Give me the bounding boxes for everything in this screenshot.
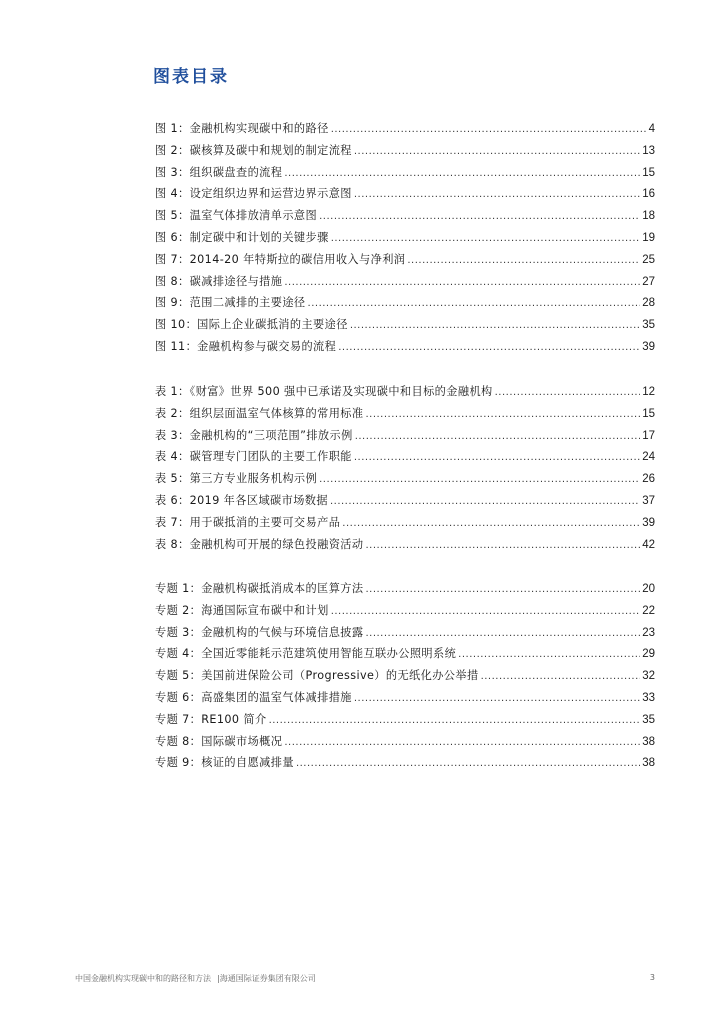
dot-leader xyxy=(296,753,640,775)
table-entry-label: 表 8：金融机构可开展的绿色投融资活动 xyxy=(155,537,364,551)
table-entry-page-number: 12 xyxy=(642,386,655,398)
figure-entry[interactable] xyxy=(155,118,655,140)
figure-entry-label: 图 6：制定碳中和计划的关键步骤 xyxy=(155,230,329,244)
dot-leader xyxy=(407,250,640,272)
dot-leader xyxy=(354,184,640,206)
dot-leader xyxy=(308,293,641,315)
dot-leader xyxy=(319,206,640,228)
topic-entry-page-number: 38 xyxy=(642,757,655,770)
dot-leader xyxy=(331,119,647,141)
table-entry[interactable] xyxy=(155,425,655,447)
figure-entry[interactable] xyxy=(155,314,655,336)
figure-entry-page-number: 35 xyxy=(642,319,655,332)
figure-entry-label: 图 1：金融机构实现碳中和的路径 xyxy=(155,122,329,135)
figure-entry-label: 图 9：范围二减排的主要途径 xyxy=(155,296,306,310)
table-entry-label: 表 6：2019 年各区域碳市场数据 xyxy=(155,493,328,507)
table-entry-page-number: 39 xyxy=(642,516,655,529)
topic-list xyxy=(155,578,655,774)
figure-entry-page-number: 25 xyxy=(642,253,655,266)
topic-entry[interactable] xyxy=(155,600,655,622)
table-entry-label: 表 2：组织层面温室气体核算的常用标准 xyxy=(155,406,364,420)
figure-entry[interactable] xyxy=(155,183,655,205)
topic-entry[interactable] xyxy=(155,752,655,774)
table-entry[interactable] xyxy=(155,446,655,468)
figure-entry[interactable] xyxy=(155,271,655,293)
page-footer xyxy=(75,973,655,984)
figure-entry-page-number: 16 xyxy=(642,188,655,201)
table-list xyxy=(155,381,655,555)
figure-entry-page-number: 4 xyxy=(648,123,655,135)
figure-entry-label: 图 2：碳核算及碳中和规划的制定流程 xyxy=(155,143,352,157)
topic-entry-page-number: 29 xyxy=(642,648,655,661)
dot-leader xyxy=(331,601,641,623)
topic-entry-label: 专题 4：全国近零能耗示范建筑使用智能互联办公照明系统 xyxy=(155,647,457,661)
dot-leader xyxy=(354,447,640,469)
figure-entry[interactable] xyxy=(155,162,655,184)
figure-entry-page-number: 15 xyxy=(642,166,655,179)
figure-entry-label: 图 8：碳减排途径与措施 xyxy=(155,274,283,288)
figure-entry[interactable] xyxy=(155,205,655,227)
dot-leader xyxy=(354,141,640,163)
figure-entry-label: 图 11：金融机构参与碳交易的流程 xyxy=(155,339,337,353)
figure-entry[interactable] xyxy=(155,140,655,162)
dot-leader xyxy=(365,623,640,645)
table-entry[interactable] xyxy=(155,512,655,534)
topic-entry-page-number: 20 xyxy=(642,583,655,595)
figure-entry-page-number: 19 xyxy=(642,231,655,244)
figure-entry-label: 图 4：设定组织边界和运营边界示意图 xyxy=(155,187,352,201)
topic-entry-label: 专题 5：美国前进保险公司（Progressive）的无纸化办公举措 xyxy=(155,669,479,683)
table-entry[interactable] xyxy=(155,381,655,403)
topic-entry-label: 专题 9：核证的自愿减排量 xyxy=(155,756,294,770)
topic-entry-page-number: 33 xyxy=(642,691,655,704)
topic-entry[interactable] xyxy=(155,687,655,709)
topic-entry-label: 专题 6：高盛集团的温室气体减排措施 xyxy=(155,690,352,704)
topic-entry-page-number: 35 xyxy=(642,713,655,726)
dot-leader xyxy=(354,688,640,710)
footer-page-number: 3 xyxy=(649,973,655,982)
topic-entry-label: 专题 1：金融机构碳抵消成本的匡算方法 xyxy=(155,582,364,595)
table-entry-label: 表 4：碳管理专门团队的主要工作职能 xyxy=(155,450,352,464)
figure-list xyxy=(155,118,655,358)
dot-leader xyxy=(365,535,640,557)
figure-entry-label: 图 10：国际上企业碳抵消的主要途径 xyxy=(155,318,348,332)
table-entry-label: 表 5：第三方专业服务机构示例 xyxy=(155,472,318,486)
topic-entry-page-number: 23 xyxy=(642,626,655,639)
topic-entry[interactable] xyxy=(155,643,655,665)
page-title: 图表目录 xyxy=(153,67,229,87)
figure-entry-page-number: 39 xyxy=(642,340,655,353)
dot-leader xyxy=(338,337,640,359)
dot-leader xyxy=(284,163,640,185)
table-entry[interactable] xyxy=(155,490,655,512)
table-entry-page-number: 15 xyxy=(642,407,655,420)
figure-entry-label: 图 3：组织碳盘查的流程 xyxy=(155,165,283,179)
table-entry-page-number: 24 xyxy=(642,451,655,464)
topic-entry[interactable] xyxy=(155,731,655,753)
topic-entry-label: 专题 7：RE100 简介 xyxy=(155,712,267,726)
table-entry-label: 表 3：金融机构的“三项范围”排放示例 xyxy=(155,428,353,442)
dot-leader xyxy=(331,228,641,250)
topic-entry-label: 专题 3：金融机构的气候与环境信息披露 xyxy=(155,625,364,639)
table-entry-label: 表 1：《财富》世界 500 强中已承诺及实现碳中和目标的金融机构 xyxy=(155,385,493,398)
dot-leader xyxy=(284,732,640,754)
table-entry[interactable] xyxy=(155,534,655,556)
figure-entry-page-number: 13 xyxy=(642,144,655,157)
dot-leader xyxy=(458,644,640,666)
table-entry-label: 表 7：用于碳抵消的主要可交易产品 xyxy=(155,515,341,529)
dot-leader xyxy=(330,491,640,513)
table-entry-page-number: 26 xyxy=(642,473,655,486)
topic-entry-page-number: 22 xyxy=(642,604,655,617)
topic-entry[interactable] xyxy=(155,578,655,600)
dot-leader xyxy=(365,404,640,426)
topic-entry-page-number: 32 xyxy=(642,670,655,683)
table-entry-page-number: 37 xyxy=(642,494,655,507)
dot-leader xyxy=(355,426,641,448)
topic-entry-label: 专题 2：海通国际宣布碳中和计划 xyxy=(155,603,329,617)
dot-leader xyxy=(342,513,640,535)
table-entry-page-number: 17 xyxy=(642,429,655,442)
figure-entry-label: 图 5：温室气体排放清单示意图 xyxy=(155,209,318,223)
footer-organization: 海通国际证券集团有限公司 xyxy=(219,974,316,983)
figure-entry-label: 图 7：2014-20 年特斯拉的碳信用收入与净利润 xyxy=(155,252,406,266)
dot-leader xyxy=(365,579,640,601)
footer-separator: | xyxy=(217,974,220,983)
figure-entry[interactable] xyxy=(155,249,655,271)
table-entry[interactable] xyxy=(155,468,655,490)
topic-entry[interactable] xyxy=(155,622,655,644)
topic-entry[interactable] xyxy=(155,665,655,687)
figure-entry[interactable] xyxy=(155,227,655,249)
figure-entry-page-number: 18 xyxy=(642,210,655,223)
figure-entry[interactable] xyxy=(155,292,655,314)
figure-entry-page-number: 27 xyxy=(642,275,655,288)
topic-entry-label: 专题 8：国际碳市场概况 xyxy=(155,734,283,748)
dot-leader xyxy=(319,469,640,491)
footer-left xyxy=(75,973,316,984)
dot-leader xyxy=(495,382,641,404)
figure-entry-page-number: 28 xyxy=(642,297,655,310)
dot-leader xyxy=(481,666,641,688)
footer-report-title: 中国金融机构实现碳中和的路径和方法 xyxy=(75,974,211,983)
dot-leader xyxy=(350,315,640,337)
table-entry-page-number: 42 xyxy=(642,538,655,551)
dot-leader xyxy=(269,710,641,732)
figure-entry[interactable] xyxy=(155,336,655,358)
table-entry[interactable] xyxy=(155,403,655,425)
topic-entry[interactable] xyxy=(155,709,655,731)
dot-leader xyxy=(284,272,640,294)
topic-entry-page-number: 38 xyxy=(642,735,655,748)
